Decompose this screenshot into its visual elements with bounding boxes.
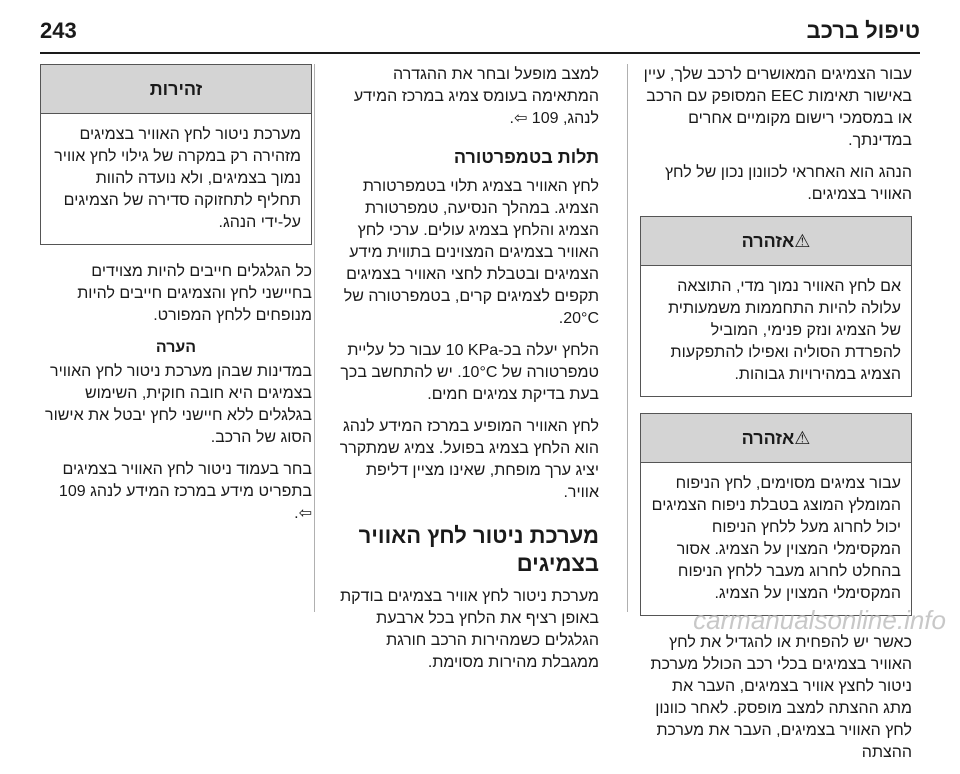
watermark: carmanualsonline.info: [693, 605, 946, 635]
page-header: [40, 18, 920, 46]
column-divider: [314, 64, 315, 612]
warning-box: [640, 413, 912, 616]
section-title: טיפול ברכב: [806, 18, 920, 43]
section-heading: מערכת ניטור לחץ האוויר בצמיגים: [358, 523, 599, 576]
warning-header: [641, 414, 911, 463]
column-right: [640, 64, 912, 774]
paragraph: הלחץ יעלה בכ-‎10 KPa עבור כל עליית טמפרטורה של ‎10°C. יש להתחשב בכך בעת בדיקת צמיגים חמים.: [340, 342, 599, 403]
warning-text: עבור צמיגים מסוימים, לחץ הניפוח המומלץ המוצג בטבלת ניפוח הצמיגים יכול לחרוג מעל ללחץ הניפוח המקסימלי המצוין על הצמיג. אסור בהחלט לחרוג מעבר ללחץ הניפוח המקסימלי המצוין על הצמיג.: [651, 475, 901, 602]
paragraph: לחץ האוויר המופיע במרכז המידע לנהג הוא הלחץ בצמיג בפועל. צמיג שמתקרר יציג ערך מופחת, שאינו מציין דליפת אוויר.: [339, 418, 599, 501]
warning-title: אזהרה: [741, 428, 795, 448]
page-number: 243: [40, 18, 77, 43]
note-title: הערה: [155, 339, 197, 356]
paragraph: מערכת ניטור לחץ אוויר בצמיגים בודקת באופן רציף את הלחץ בכל ארבעת הגלגלים כשמהירות הרכב חורגת ממגבלת מהירות מסוימת.: [340, 588, 599, 671]
warning-triangle-icon: ⚠: [794, 231, 811, 251]
subheading: תלות בטמפרטורה: [453, 147, 599, 167]
paragraph: לחץ האוויר בצמיג תלוי בטמפרטורת הצמיג. במהלך הנסיעה, טמפרטורת הצמיג והלחץ בצמיג עולים. ערכי לחץ האוויר בצמיגים המצוינים בתווית מידע הצמיגים ובטבלת לחצי האוויר בצמיגים תקפים לצמיגים קרים, בטמפרטורה של ‎20°C.: [343, 178, 599, 327]
caution-box: [40, 64, 312, 245]
paragraph: בחר בעמוד ניטור לחץ האוויר בצמיגים בתפריט מידע במרכז המידע לנהג ‎109 ⇦.: [58, 461, 312, 522]
warning-triangle-icon: ⚠: [794, 428, 811, 448]
warning-title: אזהרה: [741, 231, 795, 251]
paragraph: עבור הצמיגים המאושרים לרכב שלך, עיין באישור תאימות EEC המסופק עם הרכב או במסמכי רישום מקומיים אחרים במדינתך.: [643, 66, 912, 149]
warning-header: [641, 217, 911, 266]
caution-header: זהירות: [41, 65, 311, 114]
header-rule: [40, 52, 920, 54]
paragraph: למצב מופעל ובחר את ההגדרה המתאימה בעומס צמיג במרכז המידע לנהג, ‎109 ⇦.: [353, 66, 599, 127]
column-divider: [627, 64, 628, 612]
caution-text: מערכת ניטור לחץ האוויר בצמיגים מזהירה רק במקרה של גילוי לחץ אוויר נמוך בצמיגים, ולא נועדה להוות תחליף לתחזוקה סדירה של הצמיגים על-ידי הנהג.: [54, 126, 301, 231]
column-left: [40, 64, 312, 535]
warning-box: [640, 216, 912, 397]
paragraph: הנהג הוא האחראי לכוונון נכון של לחץ האוויר בצמיגים.: [664, 164, 912, 203]
warning-text: אם לחץ האוויר נמוך מדי, התוצאה עלולה להיות התחממות משמעותית של הצמיג ונזק פנימי, המוביל להפרדת הסוליה ואפילו להתפקעות הצמיג במהירויות גבוהות.: [668, 278, 901, 383]
paragraph: כל הגלגלים חייבים להיות מצוידים בחיישני לחץ והצמיגים חייבים להיות מנופחים ללחץ המפורט.: [77, 263, 312, 324]
column-middle: [327, 64, 599, 684]
paragraph: כאשר יש להפחית או להגדיל את לחץ האוויר בצמיגים בכלי רכב הכולל מערכת ניטור לחצץ אוויר בצמיגים, העבר את מתג ההצתה למצב מופסק. לאחר כוונון לחץ האוויר בצמיגים, העבר את מערכת ההצתה: [650, 634, 912, 761]
note-text: במדינות שבהן מערכת ניטור לחץ האוויר בצמיגים היא חובה חוקית, השימוש בגלגלים ללא חיישני לחץ יבטל את אישור הסוג של הרכב.: [45, 363, 312, 446]
